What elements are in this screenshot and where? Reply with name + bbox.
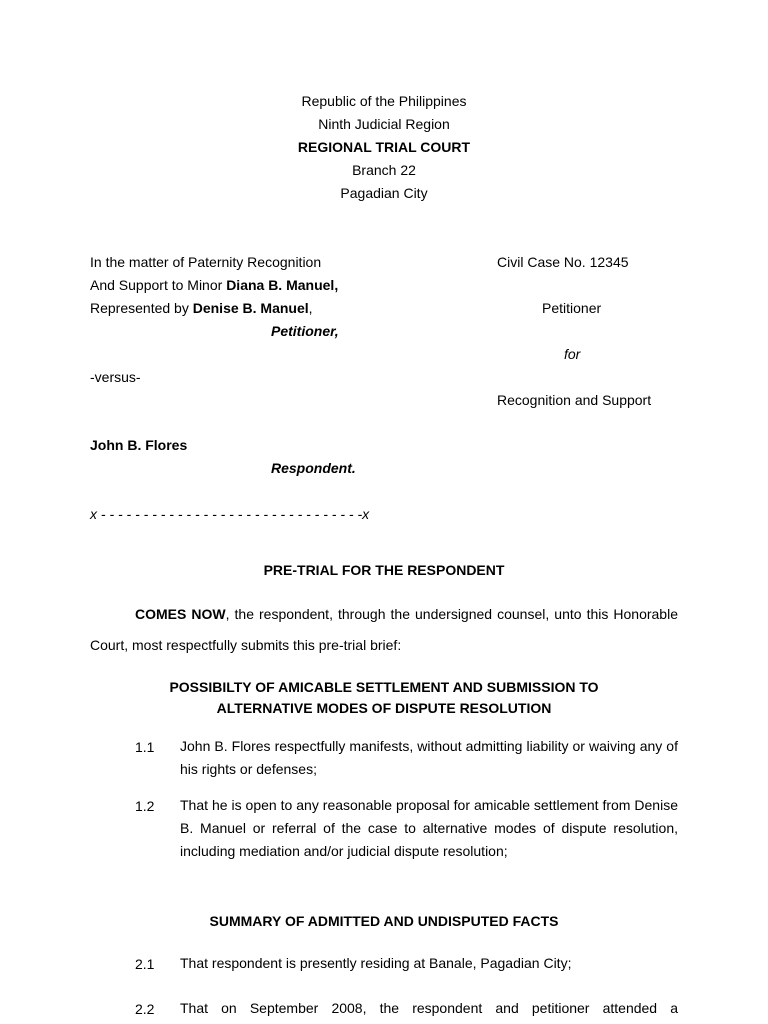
header-region: Ninth Judicial Region: [318, 116, 450, 132]
caption-representative-name: Denise B. Manuel: [192, 300, 309, 316]
item-1-2-number: 1.2: [135, 798, 155, 814]
caption-respondent-name: John B. Flores: [90, 437, 188, 453]
case-petitioner: Petitioner: [542, 300, 602, 316]
caption-respondent-label: Respondent.: [271, 460, 356, 476]
item-2-2-text: That on September 2008, the respondent and petitioner attended a: [180, 1000, 678, 1016]
item-1-2-text: That he is open to any reasonable proposal for amicable settlement from Denise B. Manuel or referral of the case to alternative modes of dispute resolution, including mediation and/or judicial dispute resolution;: [180, 797, 678, 859]
section1-heading-line2: ALTERNATIVE MODES OF DISPUTE RESOLUTION: [216, 700, 552, 716]
caption-represented-line: [90, 300, 313, 316]
caption-versus: -versus-: [90, 369, 141, 385]
case-for: for: [564, 346, 581, 362]
caption-divider: x - - - - - - - - - - - - - - - - - - - - - - - - - - - - - - -x: [90, 506, 370, 522]
header-republic: Republic of the Philippines: [301, 93, 467, 109]
intro-text: , the respondent, through the undersigned counsel, unto this Honorable Court, most respectfully submits this pre-trial brief:: [90, 606, 678, 653]
caption-matter-line2: [90, 277, 338, 293]
caption-petitioner-label: Petitioner,: [271, 323, 339, 339]
section1-heading: [0, 677, 768, 719]
document-title: PRE-TRIAL FOR THE RESPONDENT: [263, 562, 505, 578]
intro-paragraph: [90, 599, 678, 661]
caption-matter-line1: In the matter of Paternity Recognition: [90, 254, 322, 270]
section2-heading: SUMMARY OF ADMITTED AND UNDISPUTED FACTS: [209, 913, 559, 929]
caption-represented-suffix: ,: [308, 300, 313, 316]
item-2-1-text: That respondent is presently residing at Banale, Pagadian City;: [180, 955, 572, 971]
section1-heading-line1: POSSIBILTY OF AMICABLE SETTLEMENT AND SUBMISSION TO: [169, 679, 599, 695]
intro-lead: COMES NOW: [135, 606, 226, 622]
caption-matter-prefix: And Support to Minor: [90, 277, 227, 293]
header-court: REGIONAL TRIAL COURT: [297, 139, 471, 155]
item-1-1-text: John B. Flores respectfully manifests, without admitting liability or waiving any of his rights or defenses;: [180, 738, 678, 777]
header-branch: Branch 22: [352, 162, 416, 178]
case-number: Civil Case No. 12345: [497, 254, 629, 270]
header-city: Pagadian City: [340, 185, 428, 201]
item-2-1-number: 2.1: [135, 956, 155, 972]
caption-represented-prefix: Represented by: [90, 300, 193, 316]
caption-minor-name: Diana B. Manuel,: [226, 277, 339, 293]
item-2-2-number: 2.2: [135, 1001, 155, 1017]
item-1-1-number: 1.1: [135, 739, 155, 755]
case-nature: Recognition and Support: [497, 392, 652, 408]
